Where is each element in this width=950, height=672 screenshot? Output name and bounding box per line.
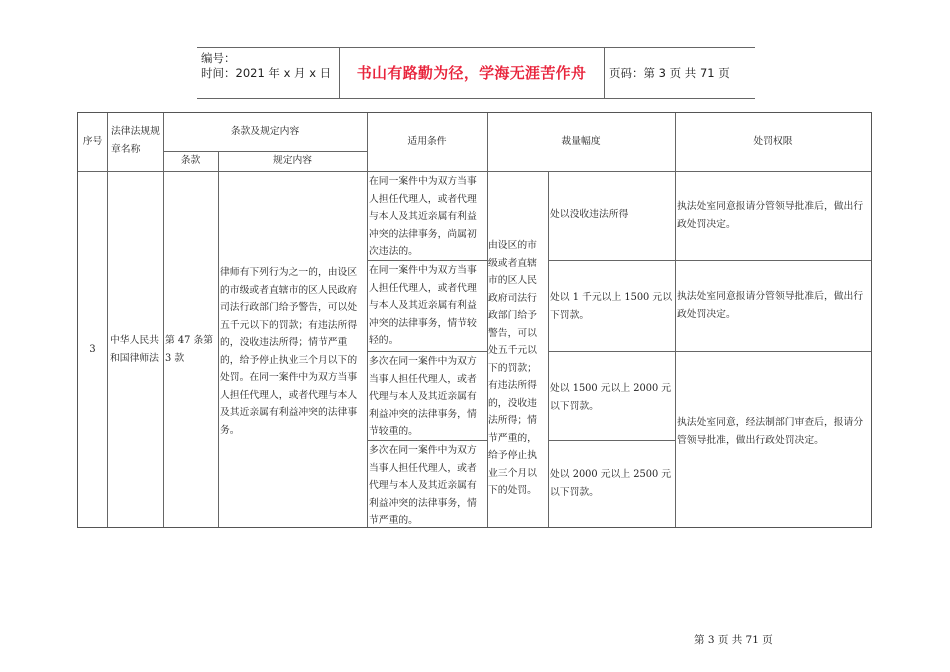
col-line — [107, 113, 108, 527]
range-cell: 处以没收违法所得 — [550, 209, 629, 220]
penalty-table — [77, 112, 872, 528]
range-cell: 处以 2000 元以上 2500 元以下罚款。 — [550, 469, 672, 498]
number-label: 编号： — [201, 51, 236, 65]
row-line — [548, 260, 871, 261]
page-code: 页码：第 3 页 共 71 页 — [609, 66, 730, 80]
motto: 书山有路勤为径，学海无涯苦作舟 — [356, 64, 587, 82]
row-law: 中华人民共和国律师法 — [110, 335, 159, 364]
condition-cell: 在同一案件中为双方当事人担任代理人，或者代理与本人及其近亲属有利益冲突的法律事务，尚属初次违法的。 — [369, 176, 477, 257]
col-line — [548, 171, 549, 527]
condition-cell: 多次在同一案件中为双方当事人担任代理人，或者代理与本人及其近亲属有利益冲突的法律事务，情节较重的。 — [369, 356, 477, 437]
header-clause-group: 条款及规定内容 — [230, 126, 300, 137]
row-line — [548, 440, 675, 441]
col-line — [367, 113, 368, 527]
condition-cell: 多次在同一案件中为双方当事人担任代理人，或者代理与本人及其近亲属有利益冲突的法律事务，情节严重的。 — [369, 445, 477, 526]
row-line — [78, 171, 871, 172]
document-header — [197, 47, 755, 99]
row-range-main: 由设区的市级或者直辖市的区人民政府司法行政部门给予警告，可以处五千元以下的罚款；有违法所得的，没收违法所得；情节严重的，给予停止执业三个月以下的处罚。 — [488, 240, 537, 496]
time-label: 时间：2021 年 x 月 x 日 — [201, 66, 332, 80]
authority-cell: 执法处室同意，经法制部门审查后，报请分管领导批准，做出行政处罚决定。 — [677, 417, 864, 446]
header-range: 裁量幅度 — [561, 136, 601, 147]
header-divider — [604, 48, 605, 98]
row-seq: 3 — [89, 344, 96, 355]
row-content: 律师有下列行为之一的，由设区的市级或者直辖市的区人民政府司法行政部门给予警告，可以处五千元以下的罚款；有违法所得的，没收违法所得；情节严重的，给予停止执业三个月以下的处罚。在同一案件中为双方当事人担任代理人，或者代理与本人及其近亲属有利益冲突的法律事务。 — [220, 267, 358, 436]
header-seq: 序号 — [82, 136, 103, 147]
authority-cell: 执法处室同意报请分管领导批准后，做出行政处罚决定。 — [677, 291, 864, 320]
header-content: 规定内容 — [272, 155, 313, 166]
header-authority: 处罚权限 — [753, 136, 793, 147]
header-law: 法律法规规章名称 — [111, 126, 160, 155]
row-line — [367, 351, 487, 352]
col-line — [163, 113, 164, 527]
header-meta — [201, 51, 331, 81]
row-clause: 第 47 条第 3 款 — [165, 335, 214, 364]
row-line — [548, 351, 871, 352]
authority-cell: 执法处室同意报请分管领导批准后，做出行政处罚决定。 — [677, 201, 864, 230]
page-footer: 第 3 页 共 71 页 — [694, 634, 773, 646]
header-condition: 适用条件 — [407, 136, 447, 147]
condition-cell: 在同一案件中为双方当事人担任代理人，或者代理与本人及其近亲属有利益冲突的法律事务，情节较轻的。 — [369, 265, 477, 346]
col-line — [675, 113, 676, 527]
range-cell: 处以 1 千元以上 1500 元以下罚款。 — [550, 292, 672, 321]
col-line — [218, 151, 219, 527]
range-cell: 处以 1500 元以上 2000 元以下罚款。 — [550, 383, 672, 412]
header-clause: 条款 — [180, 155, 201, 166]
